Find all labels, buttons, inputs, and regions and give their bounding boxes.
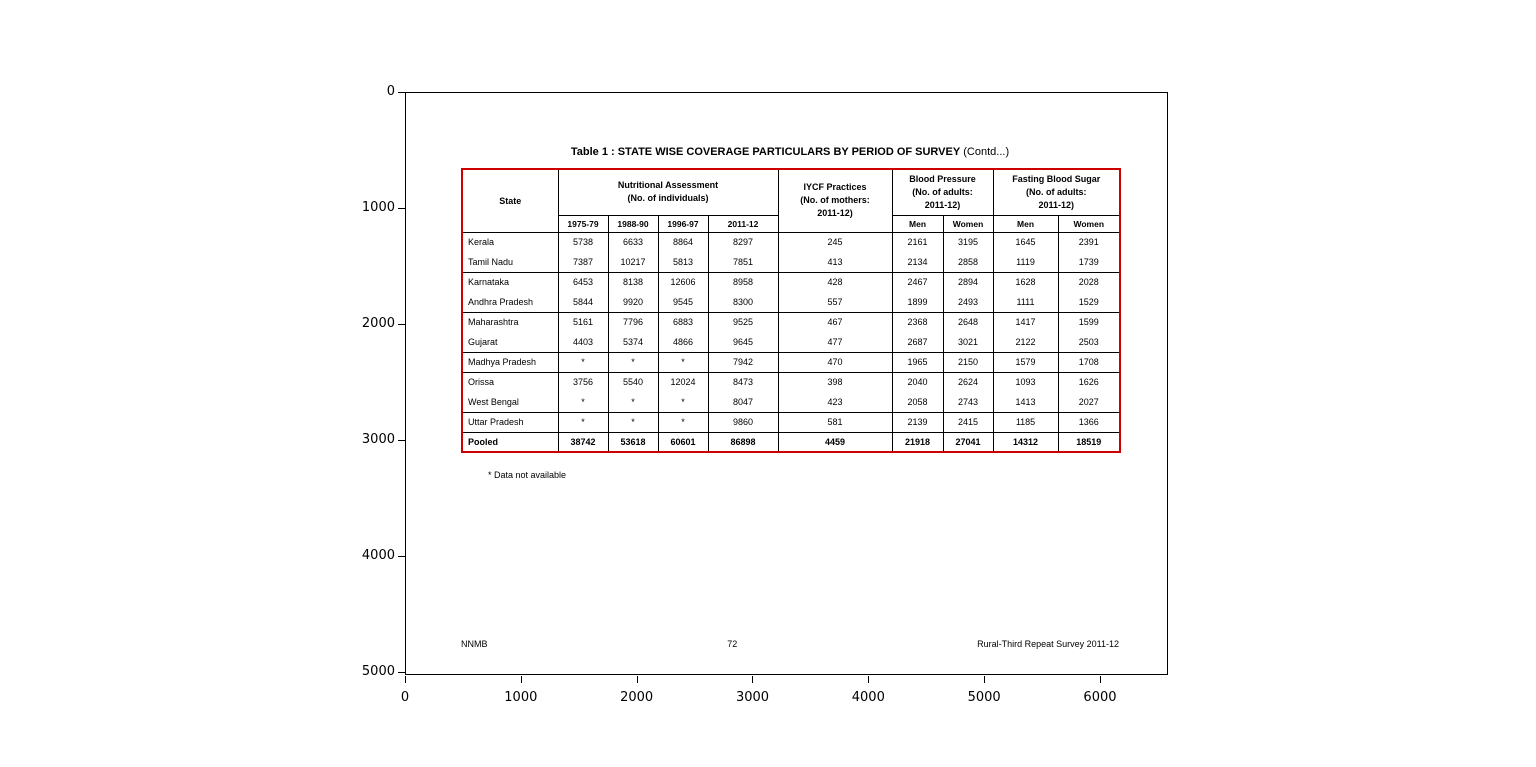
value-cell: 2139 [892, 412, 943, 432]
y-axis-tick-label: 3000 [361, 432, 395, 447]
value-cell: 7387 [558, 252, 608, 272]
value-cell: 1965 [892, 352, 943, 372]
table-row [462, 432, 1120, 452]
value-cell: 2743 [943, 392, 993, 412]
group-sublabel: (No. of adults: [1026, 186, 1087, 197]
subheader-cell: 1988-90 [608, 215, 658, 232]
group-sublabel: (No. of individuals) [627, 193, 709, 204]
value-cell: 2134 [892, 252, 943, 272]
x-axis-tick-mark [521, 676, 522, 683]
value-cell: * [608, 392, 658, 412]
state-name-cell: Pooled [462, 432, 558, 452]
y-axis-tick-label: 2000 [361, 316, 395, 331]
state-name-cell: Karnataka [462, 272, 558, 292]
value-cell: 5540 [608, 372, 658, 392]
value-cell: 5738 [558, 232, 608, 252]
value-cell: 9920 [608, 292, 658, 312]
state-name-cell: Tamil Nadu [462, 252, 558, 272]
table-title [461, 146, 1119, 158]
value-cell: 1529 [1058, 292, 1120, 312]
x-axis-tick-label: 4000 [851, 690, 885, 705]
value-cell: 245 [778, 232, 892, 252]
value-cell: 1413 [993, 392, 1058, 412]
state-name-cell: West Bengal [462, 392, 558, 412]
value-cell: * [558, 412, 608, 432]
value-cell: 477 [778, 332, 892, 352]
value-cell: 7942 [708, 352, 778, 372]
value-cell: 1119 [993, 252, 1058, 272]
value-cell: 467 [778, 312, 892, 332]
value-cell: 1417 [993, 312, 1058, 332]
y-axis-tick-mark [398, 556, 405, 557]
value-cell: 2503 [1058, 332, 1120, 352]
value-cell: 2493 [943, 292, 993, 312]
value-cell: 2122 [993, 332, 1058, 352]
value-cell: 7796 [608, 312, 658, 332]
coverage-table [461, 168, 1121, 453]
subheader-cell: Women [943, 215, 993, 232]
value-cell: 6883 [658, 312, 708, 332]
table-row [462, 232, 1120, 252]
x-axis-tick-mark [637, 676, 638, 683]
value-cell: 2624 [943, 372, 993, 392]
x-axis-tick-label: 2000 [620, 690, 654, 705]
value-cell: 2391 [1058, 232, 1120, 252]
value-cell: 6453 [558, 272, 608, 292]
state-name-cell: Andhra Pradesh [462, 292, 558, 312]
group-sublabel: 2011-12) [924, 199, 961, 210]
value-cell: 9645 [708, 332, 778, 352]
value-cell: 8047 [708, 392, 778, 412]
value-cell: 2161 [892, 232, 943, 252]
value-cell: 2894 [943, 272, 993, 292]
footnote: * Data not available [488, 470, 567, 480]
value-cell: 581 [778, 412, 892, 432]
footer-left: NNMB [461, 639, 488, 649]
y-axis-tick-label: 5000 [361, 664, 395, 679]
value-cell: 413 [778, 252, 892, 272]
footer-page-number: 72 [727, 639, 738, 649]
footer-right: Rural-Third Repeat Survey 2011-12 [977, 639, 1119, 649]
value-cell: 86898 [708, 432, 778, 452]
x-axis-tick-label: 6000 [1083, 690, 1117, 705]
value-cell: 4866 [658, 332, 708, 352]
y-axis-tick-mark [398, 208, 405, 209]
value-cell: 470 [778, 352, 892, 372]
value-cell: 398 [778, 372, 892, 392]
value-cell: 1739 [1058, 252, 1120, 272]
value-cell: 7851 [708, 252, 778, 272]
x-axis-tick-label: 1000 [504, 690, 538, 705]
value-cell: * [558, 352, 608, 372]
table-title-main: Table 1 : STATE WISE COVERAGE PARTICULARS BY PERIOD OF SURVEY [570, 146, 961, 158]
value-cell: 8300 [708, 292, 778, 312]
value-cell: 21918 [892, 432, 943, 452]
state-name-cell: Orissa [462, 372, 558, 392]
table-row [462, 312, 1120, 332]
state-name-cell: Gujarat [462, 332, 558, 352]
value-cell: 53618 [608, 432, 658, 452]
value-cell: 12024 [658, 372, 708, 392]
value-cell: 5374 [608, 332, 658, 352]
x-axis-tick-label: 3000 [735, 690, 770, 705]
value-cell: 2648 [943, 312, 993, 332]
value-cell: 3021 [943, 332, 993, 352]
value-cell: 1599 [1058, 312, 1120, 332]
y-axis-tick-label: 1000 [361, 200, 395, 215]
value-cell: 4459 [778, 432, 892, 452]
group-sublabel: 2011-12) [817, 208, 853, 219]
page-footer [461, 639, 1119, 649]
value-cell: 2027 [1058, 392, 1120, 412]
value-cell: 18519 [1058, 432, 1120, 452]
value-cell: 428 [778, 272, 892, 292]
column-group-fasting-blood-sugar [993, 169, 1120, 215]
value-cell: 557 [778, 292, 892, 312]
value-cell: * [608, 352, 658, 372]
value-cell: 1093 [993, 372, 1058, 392]
value-cell: 2058 [892, 392, 943, 412]
x-axis-tick-label: 5000 [967, 690, 1001, 705]
y-axis-tick-label: 4000 [361, 548, 395, 563]
table-row [462, 272, 1120, 292]
value-cell: 1645 [993, 232, 1058, 252]
value-cell: 5161 [558, 312, 608, 332]
header-group-row [462, 169, 1120, 215]
value-cell: 8297 [708, 232, 778, 252]
value-cell: 27041 [943, 432, 993, 452]
value-cell: 2040 [892, 372, 943, 392]
value-cell: 1185 [993, 412, 1058, 432]
value-cell: 1111 [993, 292, 1058, 312]
document-page [406, 93, 1167, 674]
table-row [462, 332, 1120, 352]
state-name-cell: Uttar Pradesh [462, 412, 558, 432]
state-name-cell: Madhya Pradesh [462, 352, 558, 372]
y-axis-tick-mark [398, 92, 405, 93]
x-axis-tick-mark [984, 676, 985, 683]
value-cell: 2467 [892, 272, 943, 292]
value-cell: * [558, 392, 608, 412]
group-label: Blood Pressure [909, 173, 976, 184]
value-cell: * [658, 412, 708, 432]
x-axis-tick-label: 0 [400, 690, 410, 705]
y-axis-tick-mark [398, 440, 405, 441]
value-cell: 2368 [892, 312, 943, 332]
table-row [462, 292, 1120, 312]
value-cell: 12606 [658, 272, 708, 292]
x-axis-tick-mark [868, 676, 869, 683]
value-cell: 1579 [993, 352, 1058, 372]
value-cell: 5813 [658, 252, 708, 272]
value-cell: 9525 [708, 312, 778, 332]
column-header-iycf-practices [778, 169, 892, 232]
value-cell: 14312 [993, 432, 1058, 452]
subheader-cell: 1975-79 [558, 215, 608, 232]
table-row [462, 372, 1120, 392]
y-axis-tick-label: 0 [386, 84, 395, 99]
subheader-cell: Men [892, 215, 943, 232]
y-axis-tick-mark [398, 324, 405, 325]
value-cell: 1708 [1058, 352, 1120, 372]
value-cell: 60601 [658, 432, 708, 452]
table-row [462, 252, 1120, 272]
value-cell: 8138 [608, 272, 658, 292]
value-cell: 1628 [993, 272, 1058, 292]
group-label: Fasting Blood Sugar [1012, 173, 1101, 184]
column-group-blood-pressure [892, 169, 993, 215]
subheader-cell: 2011-12 [708, 215, 778, 232]
value-cell: 2150 [943, 352, 993, 372]
value-cell: 10217 [608, 252, 658, 272]
value-cell: 5844 [558, 292, 608, 312]
value-cell: 3756 [558, 372, 608, 392]
x-axis-tick-mark [405, 676, 406, 683]
column-header-state: State [462, 169, 558, 232]
value-cell: 38742 [558, 432, 608, 452]
value-cell: 9860 [708, 412, 778, 432]
state-name-cell: Maharashtra [462, 312, 558, 332]
x-axis-tick-mark [752, 676, 753, 683]
value-cell: 1626 [1058, 372, 1120, 392]
x-axis-tick-mark [1100, 676, 1101, 683]
group-sublabel: 2011-12) [1038, 199, 1075, 210]
table-row [462, 392, 1120, 412]
value-cell: 3195 [943, 232, 993, 252]
value-cell: 4403 [558, 332, 608, 352]
value-cell: 8958 [708, 272, 778, 292]
value-cell: 423 [778, 392, 892, 412]
table-title-contd: (Contd...) [963, 146, 1010, 158]
group-label: Nutritional Assessment [617, 180, 719, 191]
group-label: IYCF Practices [803, 182, 867, 193]
subheader-cell: Women [1058, 215, 1120, 232]
value-cell: 2687 [892, 332, 943, 352]
value-cell: 1899 [892, 292, 943, 312]
value-cell: * [608, 412, 658, 432]
y-axis-tick-mark [398, 672, 405, 673]
value-cell: * [658, 352, 708, 372]
plot-area [405, 92, 1168, 675]
value-cell: 8864 [658, 232, 708, 252]
value-cell: 8473 [708, 372, 778, 392]
table-row [462, 352, 1120, 372]
column-group-nutritional-assessment [558, 169, 778, 215]
subheader-cell: 1996-97 [658, 215, 708, 232]
value-cell: 2415 [943, 412, 993, 432]
group-sublabel: (No. of adults: [912, 186, 973, 197]
value-cell: * [658, 392, 708, 412]
group-sublabel: (No. of mothers: [800, 195, 870, 206]
table-row [462, 412, 1120, 432]
value-cell: 9545 [658, 292, 708, 312]
subheader-cell: Men [993, 215, 1058, 232]
state-name-cell: Kerala [462, 232, 558, 252]
value-cell: 6633 [608, 232, 658, 252]
value-cell: 2858 [943, 252, 993, 272]
value-cell: 2028 [1058, 272, 1120, 292]
value-cell: 1366 [1058, 412, 1120, 432]
